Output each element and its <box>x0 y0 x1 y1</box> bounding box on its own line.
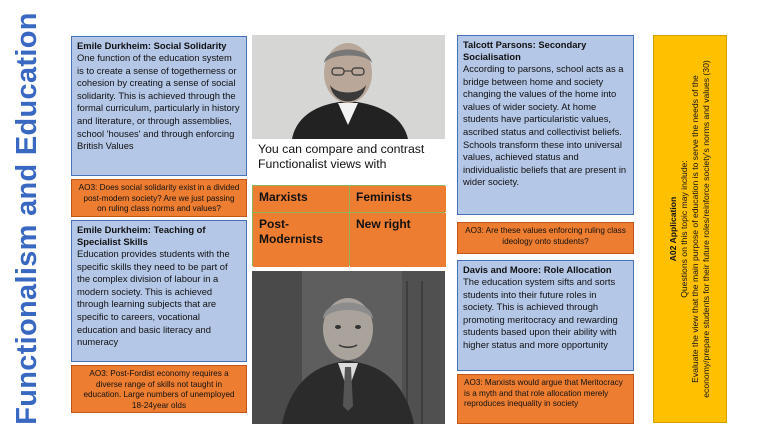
durkheim-portrait-illustration <box>252 35 445 139</box>
durkheim-solidarity-box <box>71 36 247 176</box>
parsons-body: According to parsons, school acts as a bridge between home and society changing the values of the home into values of wider society. At home students have particularistic values, ascribed status and collectivist beliefs. Schools transform these into universal values, achieved status and individualistic beliefs that are present in wider society. <box>463 63 627 188</box>
application-box <box>653 35 727 423</box>
parsons-portrait <box>252 271 445 424</box>
compare-cell-feminists: Feminists <box>350 186 446 212</box>
application-heading: A02 Application <box>668 196 678 262</box>
compare-text: You can compare and contrast Functionalist views with <box>258 142 425 171</box>
page-title-container <box>6 8 48 428</box>
davis-moore-heading: Davis and Moore: Role Allocation <box>463 264 612 275</box>
application-text <box>668 41 712 417</box>
ao3-solidarity-box: AO3: Does social solidarity exist in a divided post-modern society? Are we just passing on ruling class norms and values? <box>71 179 247 217</box>
durkheim-solidarity-heading: Emile Durkheim: Social Solidarity <box>77 40 227 51</box>
durkheim-solidarity-body: One function of the education system is to create a sense of togetherness or cohesion by creating a sense of social solidarity. This is achieved through the formal curriculum, particularly in history and literature, or through assemblies, school 'houses' and through enforcing British Values <box>77 52 240 152</box>
ao3-davis-box: AO3: Marxists would argue that Meritocracy is a myth and that role allocation merely reproduces inequality in society <box>457 374 634 424</box>
durkheim-skills-body: Education provides students with the specific skills they need to be part of the complex division of labour in a modern society. This is achieved through learning subjects that are specific to careers, vocational education and basic literacy and numeracy <box>77 248 230 348</box>
davis-moore-box <box>457 260 634 371</box>
compare-cell-new-right: New right <box>350 213 446 267</box>
application-intro: Questions on this topic may include: <box>679 160 689 298</box>
compare-cell-marxists: Marxists <box>253 186 349 212</box>
davis-moore-body: The education system sifts and sorts students into their future roles in society. This is achieved through promoting meritocracy and rewarding students based upon their ability with higher status and more opportunity <box>463 276 618 350</box>
ao3-skills-box: AO3: Post-Fordist economy requires a diverse range of skills not taught in education. Large numbers of unemployed 18-24year olds <box>71 365 247 413</box>
compare-cell-post-modernists: Post-Modernists <box>253 213 349 267</box>
durkheim-skills-heading: Emile Durkheim: Teaching of Specialist Skills <box>77 224 206 247</box>
durkheim-skills-box <box>71 220 247 362</box>
durkheim-portrait <box>252 35 445 139</box>
application-question: Evaluate the view that the main purpose of education is to serve the needs of the economy/prepare students for their future roles/reinforce society's norms and values (30) <box>690 60 711 398</box>
parsons-heading: Talcott Parsons: Secondary Socialisation <box>463 39 587 62</box>
ao3-parsons-box: AO3: Are these values enforcing ruling class ideology onto students? <box>457 222 634 254</box>
page-title: Functionalism and Education <box>10 11 43 425</box>
compare-grid <box>252 185 445 266</box>
parsons-portrait-illustration <box>252 271 445 424</box>
parsons-box <box>457 35 634 215</box>
